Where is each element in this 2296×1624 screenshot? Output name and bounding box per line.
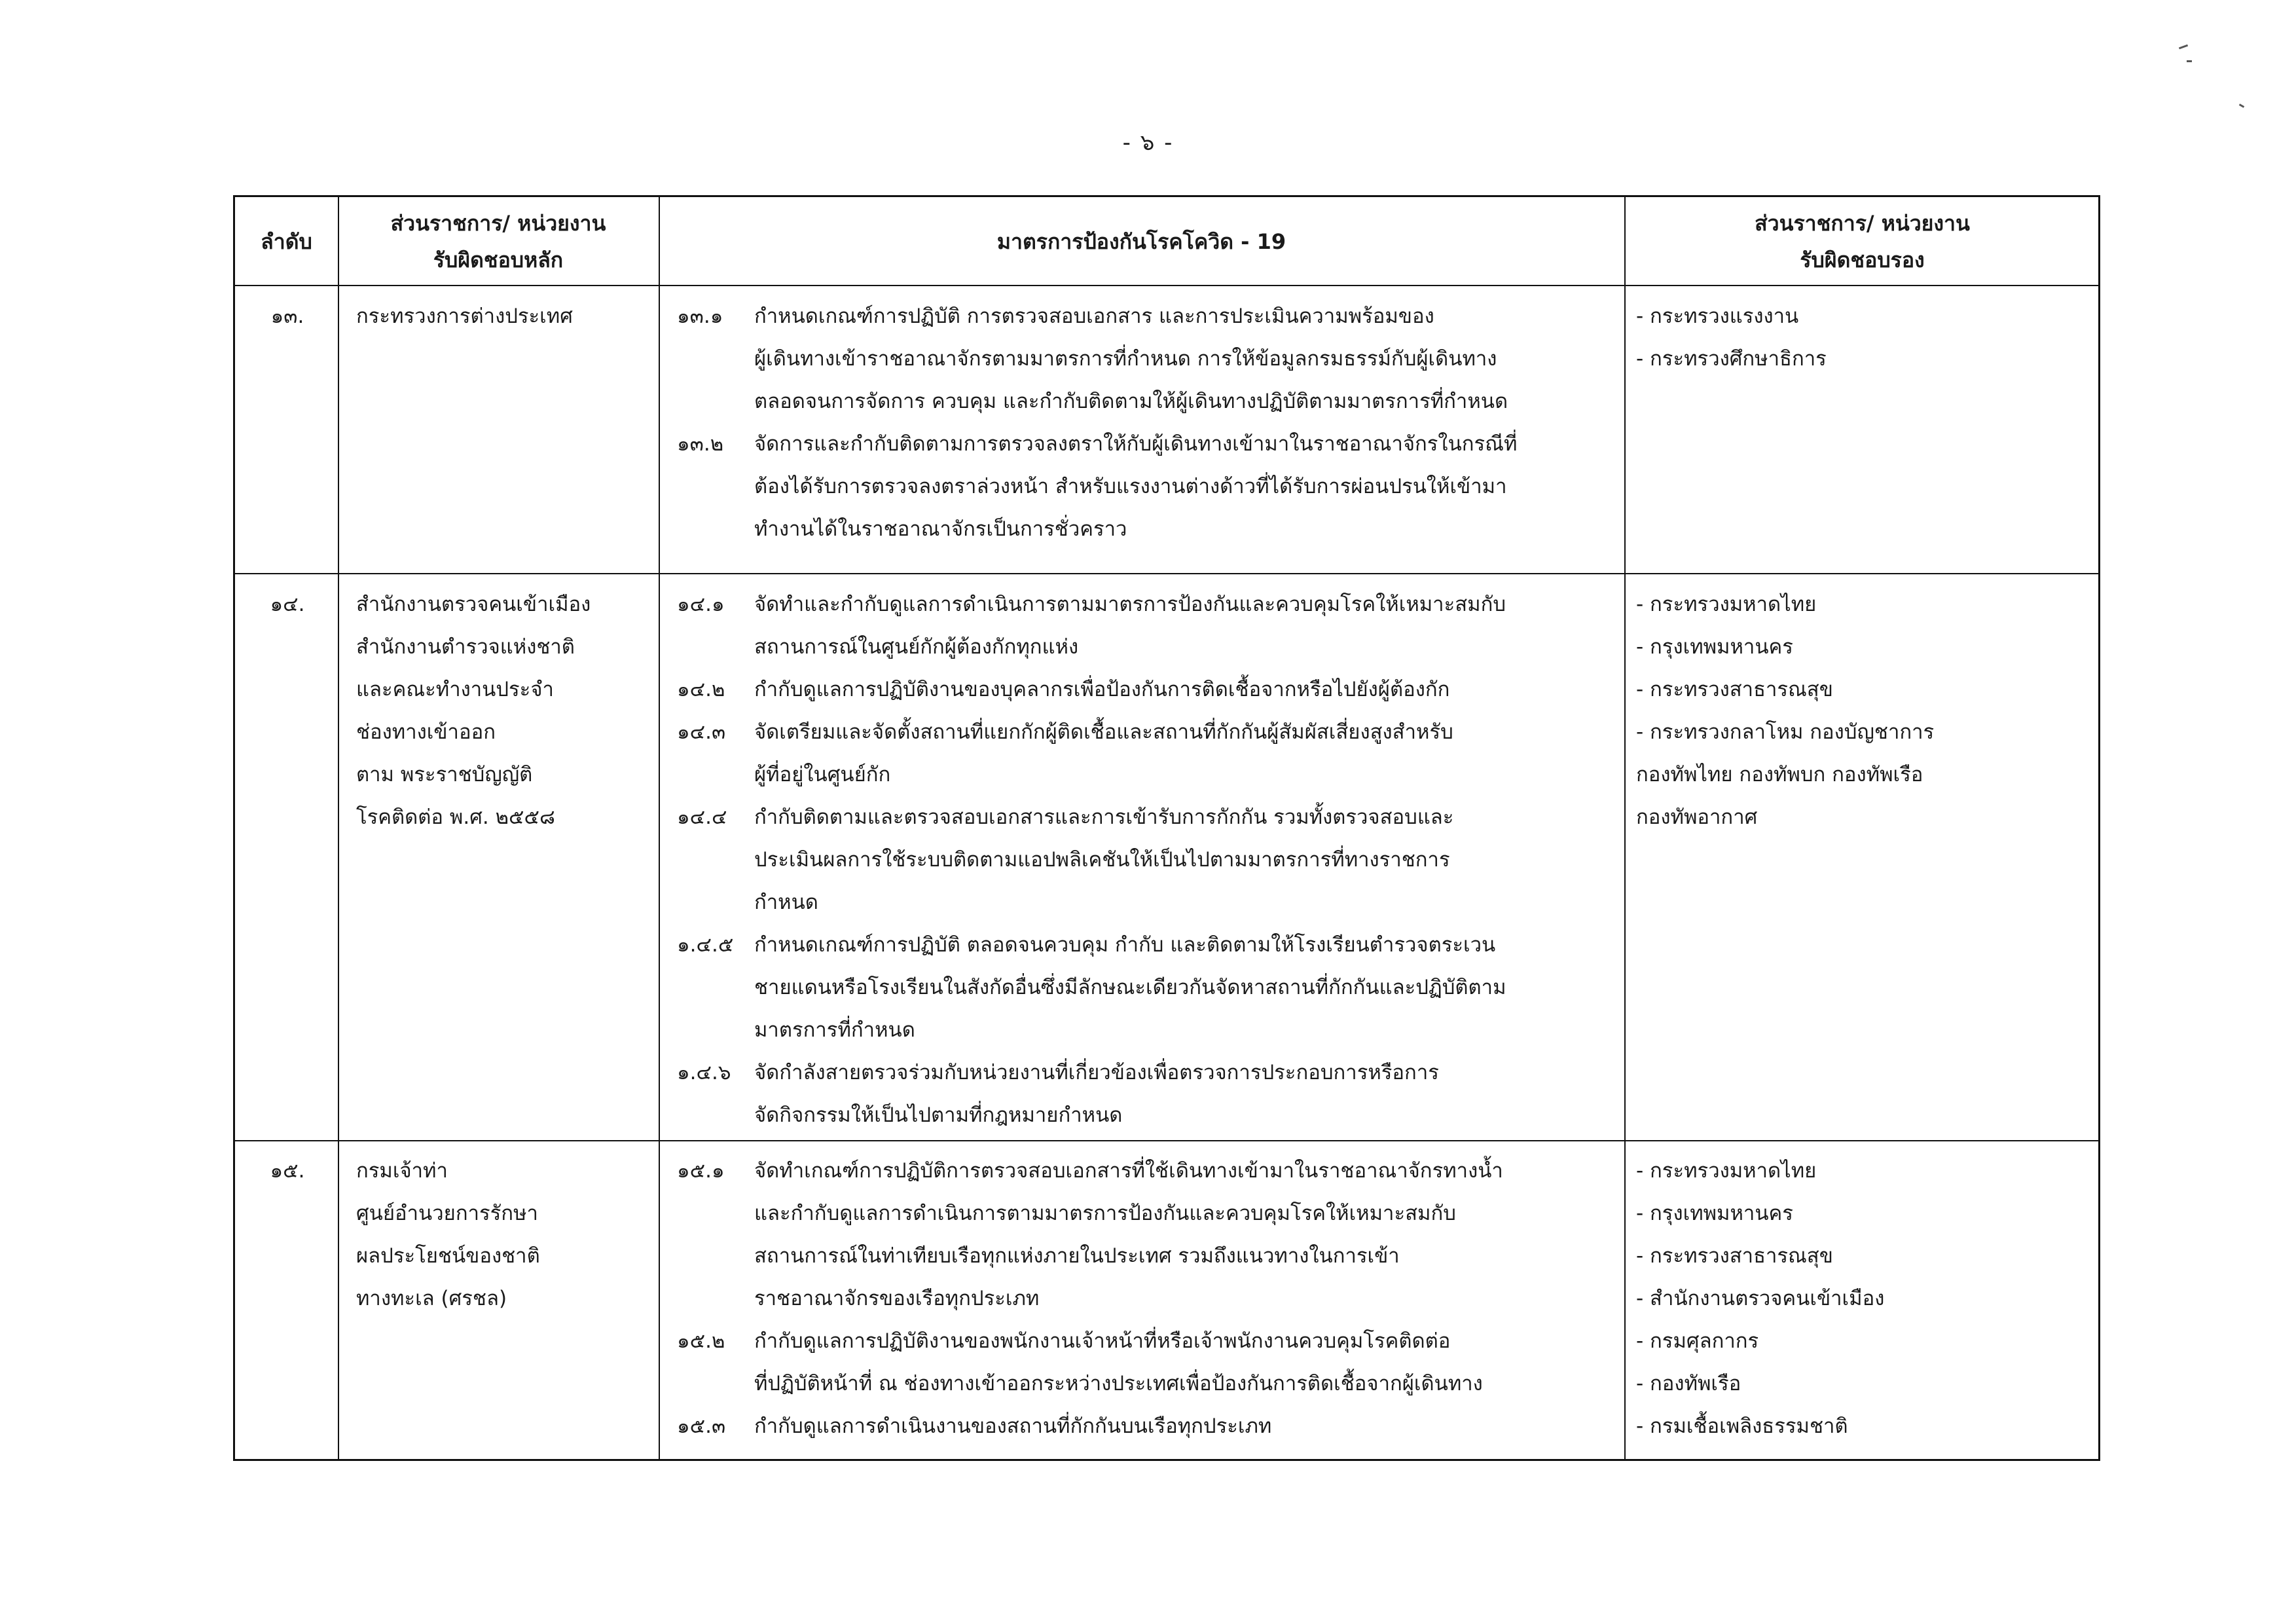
measure-item: ๑.๔.๕ กำหนดเกณฑ์การปฏิบัติ ตลอดจนควบคุม กำกับ และติดตามให้โรงเรียนตำรวจตระเวน ชายแดนหรือโรงเรียนในสังกัดอื่นซึ่งมีลักษณะเดียวกันจัดหาสถานที่กักกันและปฏิบัติตาม มาตรการที่กำหนด <box>677 933 1506 1042</box>
col-divider <box>1624 197 1626 1459</box>
support-agency-cell: - กระทรวงแรงงาน - กระทรวงศึกษาธิการ <box>1636 304 1827 371</box>
col-divider <box>338 197 339 1459</box>
support-agency-cell: - กระทรวงมหาดไทย - กรุงเทพมหานคร - กระทรวงสาธารณสุข - กระทรวงกลาโหม กองบัญชาการ กองทัพไทย กองทัพบก กองทัพเรือ กองทัพอากาศ <box>1636 593 1935 829</box>
row-number: ๑๕. <box>270 1159 305 1183</box>
main-agency-cell: สำนักงานตรวจคนเข้าเมือง สำนักงานตำรวจแห่งชาติ และคณะทำงานประจำ ช่องทางเข้าออก ตาม พระราชบัญญัติ โรคติดต่อ พ.ศ. ๒๕๕๘ <box>356 593 591 829</box>
main-agency-cell: กรมเจ้าท่า ศูนย์อำนวยการรักษา ผลประโยชน์ของชาติ ทางทะเล (ศรชล) <box>356 1159 540 1310</box>
measure-item: ๑๔.๑ จัดทำและกำกับดูแลการดำเนินการตามมาตรการป้องกันและควบคุมโรคให้เหมาะสมกับ สถานการณ์ในศูนย์กักผู้ต้องกักทุกแห่ง <box>677 593 1506 659</box>
measure-item: ๑.๔.๖ จัดกำลังสายตรวจร่วมกับหน่วยงานที่เกี่ยวข้องเพื่อตรวจการประกอบการหรือการ จัดกิจกรรมให้เป็นไปตามที่กฎหมายกำหนด <box>677 1061 1439 1127</box>
support-agency-cell: - กระทรวงมหาดไทย - กรุงเทพมหานคร - กระทรวงสาธารณสุข - สำนักงานตรวจคนเข้าเมือง - กรมศุลกากร - กองทัพเรือ - กรมเชื้อเพลิงธรรมชาติ <box>1636 1159 1885 1438</box>
row-number: ๑๓. <box>270 304 304 328</box>
measure-item: ๑๔.๓ จัดเตรียมและจัดตั้งสถานที่แยกกักผู้ติดเชื้อและสถานที่กักกันผู้สัมผัสเสี่ยงสูงสำหรับ ผู้ที่อยู่ในศูนย์กัก <box>677 720 1453 786</box>
measures-cell <box>677 1150 1613 1448</box>
scan-mark <box>2187 60 2192 62</box>
measure-item: ๑๕.๓ กำกับดูแลการดำเนินงานของสถานที่กักกันบนเรือทุกประเภท <box>677 1414 1272 1438</box>
header-support-agency: ส่วนราชการ/ หน่วยงาน รับผิดชอบรอง <box>1755 211 1970 272</box>
measure-item: ๑๔.๔ กำกับติดตามและตรวจสอบเอกสารและการเข้ารับการกักกัน รวมทั้งตรวจสอบและ ประเมินผลการใช้ระบบติดตามแอปพลิเคชันให้เป็นไปตามมาตรการที่ทางราชการ กำหนด <box>677 805 1454 914</box>
row-number: ๑๔. <box>270 593 305 616</box>
header-main-agency: ส่วนราชการ/ หน่วยงาน รับผิดชอบหลัก <box>390 211 606 272</box>
measure-item: ๑๕.๑ จัดทำเกณฑ์การปฏิบัติการตรวจสอบเอกสารที่ใช้เดินทางเข้ามาในราชอาณาจักรทางน้ำ และกำกับดูแลการดำเนินการตามมาตรการป้องกันและควบคุมโรคให้เหมาะสมกับ สถานการณ์ในท่าเทียบเรือทุกแห่งภายในประเทศ รวมถึงแนวทางในการเข้า ราชอาณาจักรของเรือทุกประเภท <box>677 1159 1503 1310</box>
main-agency-cell: กระทรวงการต่างประเทศ <box>356 304 573 328</box>
measure-item: ๑๔.๒ กำกับดูแลการปฏิบัติงานของบุคลากรเพื่อป้องกันการติดเชื้อจากหรือไปยังผู้ต้องกัก <box>677 678 1450 701</box>
measure-item: ๑๓.๒ จัดการและกำกับติดตามการตรวจลงตราให้กับผู้เดินทางเข้ามาในราชอาณาจักรในกรณีที่ ต้องได้รับการตรวจลงตราล่วงหน้า สำหรับแรงงานต่างด้าวที่ได้รับการผ่อนปรนให้เข้ามา ทำงานได้ในราชอาณาจักรเป็นการชั่วคราว <box>677 432 1518 541</box>
scan-mark <box>2239 103 2244 108</box>
page-number: - ๖ - <box>1122 130 1174 156</box>
scan-mark <box>2179 45 2188 50</box>
col-divider <box>659 197 660 1459</box>
header-measures: มาตรการป้องกันโรคโควิด - 19 <box>996 229 1286 254</box>
measure-item: ๑๕.๒ กำกับดูแลการปฏิบัติงานของพนักงานเจ้าหน้าที่หรือเจ้าพนักงานควบคุมโรคติดต่อ ที่ปฏิบัติหน้าที่ ณ ช่องทางเข้าออกระหว่างประเทศเพื่อป้องกันการติดเชื้อจากผู้เดินทาง <box>677 1329 1483 1395</box>
row-divider <box>235 1140 2098 1141</box>
measures-cell <box>677 583 1613 1137</box>
measure-item: ๑๓.๑ กำหนดเกณฑ์การปฏิบัติ การตรวจสอบเอกสาร และการประเมินความพร้อมของ ผู้เดินทางเข้าราชอาณาจักรตามมาตรการที่กำหนด การให้ข้อมูลกรมธรรม์กับผู้เดินทาง ตลอดจนการจัดการ ควบคุม และกำกับติดตามให้ผู้เดินทางปฏิบัติตามมาตรการที่กำหนด <box>677 304 1508 413</box>
measures-cell <box>677 295 1613 551</box>
header-order: ลำดับ <box>261 229 312 254</box>
measures-table <box>233 195 2100 1461</box>
row-divider <box>235 573 2098 574</box>
